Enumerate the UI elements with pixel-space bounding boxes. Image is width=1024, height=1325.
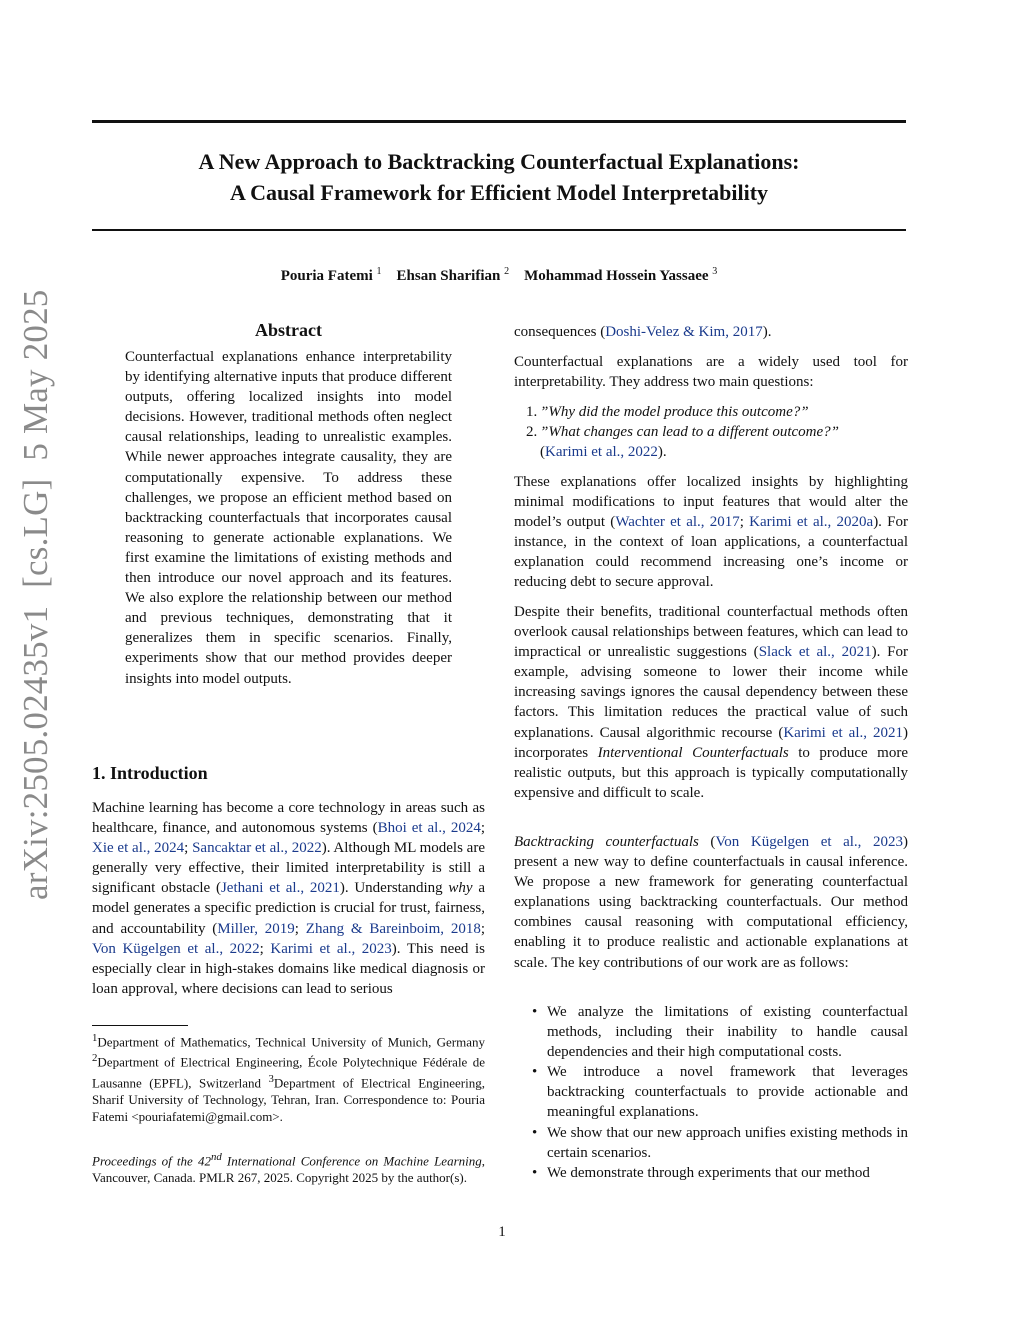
citation-link[interactable]: Karimi et al., 2022 — [545, 444, 658, 461]
bullet-text: We show that our new approach unifies existing methods in certain scenarios. — [547, 1124, 908, 1161]
footnote-mark: 1 — [92, 1032, 98, 1044]
emphasis-text: Interventional Counterfactuals — [597, 744, 789, 761]
body-text: ) incorporates — [514, 724, 908, 761]
list-item: 1. ”Why did the model produce this outcome?” — [526, 404, 809, 420]
footnote-text: Department of Electrical Engineering, Sharif University of Technology, Tehran, Iran. Correspondence to: Pouria Fatemi <pouriafatemi@gmail.com>. — [92, 1074, 485, 1124]
proceedings-number: 42 — [197, 1153, 211, 1169]
right-column-continuation — [514, 322, 908, 342]
citation-link[interactable]: Miller, 2019 — [217, 920, 295, 937]
body-text: These explanations offer localized insights by highlighting minimal modifications to input features that would alter the model’s output ( — [514, 474, 908, 531]
author-3-name: Mohammad Hossein Yassaee — [524, 268, 709, 284]
affiliation-footnote — [92, 1030, 485, 1125]
citation-link[interactable]: Karimi et al., 2023 — [270, 940, 392, 957]
intro-text-segment: a model generates a specific prediction is crucial for trust, fairness, and accountability ( — [92, 880, 485, 937]
body-text: ). For example, advising someone to lower their income while increasing savings ignores the causal dependency between these factors. This limitation reduces the practical value of such explanations. Causal algorithmic recourse ( — [514, 644, 909, 741]
question-text: ”Why did the model produce this outcome?” — [540, 404, 809, 420]
bullet-text: We introduce a novel framework that leverages backtracking counterfactuals to provide actionable and meaningful explanations. — [547, 1064, 908, 1121]
intro-text-segment: ). Although ML models are generally very effective, their limited interpretability is still a significant obstacle ( — [92, 840, 485, 897]
arxiv-stamp: arXiv:2505.02435v1 [cs.LG] 5 May 2025 — [16, 289, 55, 900]
title-top-rule — [92, 120, 906, 123]
citation-link[interactable]: Zhang & Bareinboim, 2018 — [305, 920, 481, 937]
author-list — [92, 266, 906, 285]
citation-link[interactable]: Slack et al., 2021 — [758, 644, 872, 661]
backtracking-paragraph: Backtracking counterfactuals (Von Kügelgen et al., 2023) present a new way to define counterfactuals in causal inference. We propose a new framework for generating counterfactual explanations using backtracking counterfactuals. Our method combines causal reasoning with computational efficiency, enabling it to produce realistic and actionable explanations at scale. The key contributions of our work are as follows: — [514, 834, 908, 971]
contributions-list — [514, 1002, 908, 1183]
citation-link[interactable]: Xie et al., 2024 — [92, 840, 185, 857]
questions-intro-paragraph — [514, 352, 908, 392]
list-item: • We analyze the limitations of existing counterfactual methods, including their inability to handle causal dependencies and their high computational costs. — [532, 1004, 908, 1061]
footnote-text: Department of Mathematics, Technical University of Munich, Germany — [97, 1034, 485, 1050]
body-text: Counterfactual explanations are a widely used tool for interpretability. They address two main questions: — [514, 354, 908, 391]
author-2-name: Ehsan Sharifian — [396, 268, 501, 284]
list-item: • We introduce a novel framework that leverages backtracking counterfactuals to provide actionable and meaningful explanations. — [532, 1064, 908, 1121]
emphasis-why: why — [448, 880, 473, 897]
questions-list — [514, 402, 908, 462]
explanations-paragraph: These explanations offer localized insights by highlighting minimal modifications to input features that would alter the model’s output (Wachter et al., 2017; Karimi et al., 2020a). For instance, in the context of loan applications, a counterfactual explanation could recommend increasing one’s income or reducing debt to secure approval. — [514, 474, 909, 591]
citation-link[interactable]: Von Kügelgen et al., 2023 — [715, 834, 903, 850]
body-text: to produce more realistic outputs, but this approach is typically computationally expensive and difficult to scale. — [514, 744, 908, 801]
title-line-1: A New Approach to Backtracking Counterfactual Explanations: — [198, 149, 800, 174]
paper-title — [92, 146, 906, 208]
citation-link[interactable]: Von Kügelgen et al., 2022 — [92, 940, 260, 957]
proceedings-ordinal: nd — [210, 1151, 222, 1163]
intro-text-segment: Machine learning has become a core technology in areas such as healthcare, finance, and autonomous systems ( — [92, 800, 485, 837]
title-bottom-rule — [92, 229, 906, 231]
proceedings-text: Proceedings of the — [92, 1153, 198, 1169]
footnote-mark: 3 — [268, 1072, 274, 1085]
question-text: ”What changes can lead to a different outcome?” — [540, 424, 839, 441]
citation-link[interactable]: Doshi-Velez & Kim, 2017 — [605, 324, 763, 340]
limitations-paragraph — [514, 602, 908, 803]
bullet-text: We demonstrate through experiments that our method — [547, 1164, 870, 1181]
author-1-name: Pouria Fatemi — [280, 268, 373, 284]
list-item: • We demonstrate through experiments that our method — [532, 1164, 870, 1181]
body-text: ) present a new way to define counterfactuals in causal inference. We propose a new framework for generating counterfactual explanations using backtracking counterfactuals. Our method combines causal reasoning with computational efficiency, enabling it to produce realistic and actionable explanations at scale. The key contributions of our work are as follows: — [514, 834, 908, 971]
citation-link[interactable]: Wachter et al., 2017 — [615, 514, 740, 531]
title-line-2: A Causal Framework for Efficient Model Interpretability — [229, 180, 769, 205]
intro-text-segment: ). Understanding — [339, 880, 449, 897]
abstract-text: Counterfactual explanations enhance interpretability by identifying alternative inputs that produce different outputs, offering localized insights into model decisions. However, traditional methods often neglect causal relationships, leading to unrealistic examples. While newer approaches integrate causality, they are computationally expensive. To address these challenges, we propose an efficient method based on backtracking counterfactuals that incorporates causal reasoning to generate actionable explanations. We first examine the limitations of existing methods and then introduce our novel approach and its features. We also explore the relationship between our method and previous techniques, demonstrating that it generalizes them in specific scenarios. Finally, experiments show that our method provides deeper insights into model outputs. — [125, 349, 452, 687]
footnote-rule — [92, 1025, 188, 1026]
intro-text-segment: ). This need is especially clear in high-stakes domains like medical diagnosis or loan approval, where decisions can lead to serious — [92, 940, 485, 997]
citation-link[interactable]: Karimi et al., 2021 — [783, 724, 903, 741]
author-2-affiliation: 2 — [504, 266, 510, 277]
proceedings-note — [92, 1149, 485, 1186]
body-text: consequences ( — [514, 324, 606, 340]
introduction-paragraph: Machine learning has become a core technology in areas such as healthcare, finance, and autonomous systems (Bhoi et al., 2024; Xie et al., 2024; Sancaktar et al., 2022). Although ML models are generally very effective, their limited interpretability is still a significant obstacle (Jethani et al., 2021). Understanding why a model generates a specific prediction is crucial for trust, fairness, and accountability (Miller, 2019; Zhang & Bareinboim, 2018; Von Kügelgen et al., 2022; Karimi et al., 2023). This need is especially clear in high-stakes domains like medical diagnosis or loan approval, where decisions can lead to serious — [92, 800, 485, 997]
citation-link[interactable]: Karimi et al., 2020a — [749, 514, 874, 531]
abstract-heading: Abstract — [255, 320, 322, 340]
footnote-text: Department of Electrical Engineering, École Polytechnique Fédérale de Lausanne (EPFL), Switzerland — [92, 1054, 485, 1090]
body-text: ). — [762, 324, 772, 340]
proceedings-text: , Vancouver, Canada. PMLR 267, 2025. Copyright 2025 by the author(s). — [92, 1153, 485, 1186]
citation-link[interactable]: Jethani et al., 2021 — [220, 880, 340, 897]
proceedings-text: International Conference on Machine Learning — [221, 1153, 482, 1169]
citation-link[interactable]: Sancaktar et al., 2022 — [192, 840, 322, 857]
author-3-affiliation: 3 — [712, 266, 718, 277]
introduction-heading: 1. Introduction — [92, 763, 208, 783]
author-1-affiliation: 1 — [376, 266, 382, 277]
emphasis-text: Backtracking counterfactuals — [514, 834, 699, 850]
list-item: • We show that our new approach unifies existing methods in certain scenarios. — [532, 1124, 908, 1161]
list-item: 2. ”What changes can lead to a different outcome?” (Karimi et al., 2022). — [526, 424, 839, 461]
citation-link[interactable]: Bhoi et al., 2024 — [377, 820, 481, 837]
body-text: ). For instance, in the context of loan applications, a counterfactual explanation could recommend increasing one’s income or reducing debt to secure approval. — [514, 514, 909, 591]
footnote-mark: 2 — [92, 1052, 98, 1065]
page-number: 1 — [498, 1224, 506, 1240]
bullet-text: We analyze the limitations of existing counterfactual methods, including their inability to handle causal dependencies and their high computational costs. — [547, 1004, 908, 1061]
body-text: Despite their benefits, traditional counterfactual methods often overlook causal relationships between features, which can lead to impractical or unrealistic suggestions ( — [514, 604, 908, 661]
